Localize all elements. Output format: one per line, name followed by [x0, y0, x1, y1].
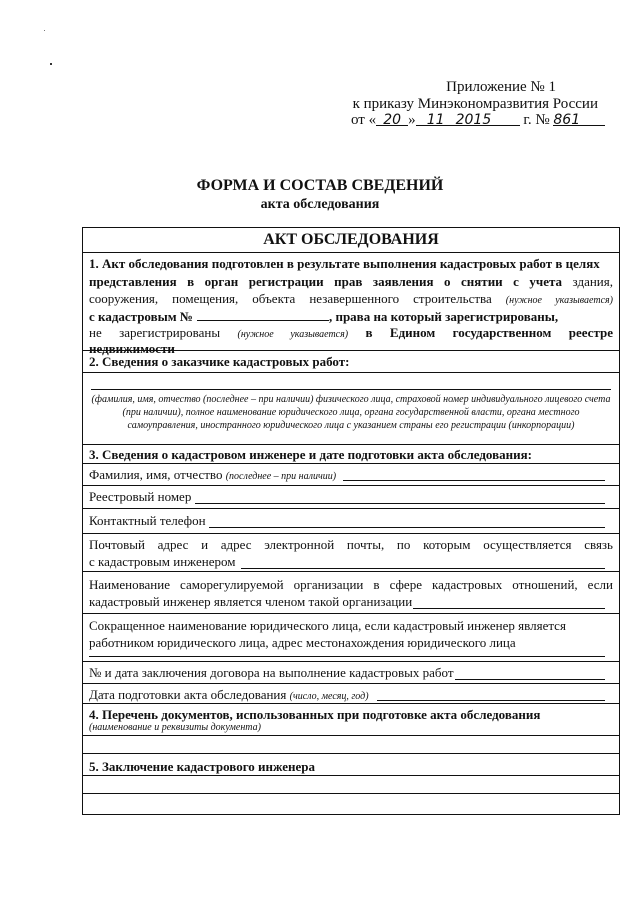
engineer-name-text: Фамилия, имя, отчество	[89, 467, 223, 482]
section-4-entry-1[interactable]	[83, 735, 619, 754]
section-1-line3-note: (нужное указывается)	[505, 295, 613, 306]
act-heading: АКТ ОБСЛЕДОВАНИЯ	[263, 231, 439, 248]
customer-blank[interactable]	[91, 389, 611, 390]
section-1-line5-bold: в Едином государственном реестре	[365, 325, 613, 340]
contract-row	[83, 661, 619, 684]
address-label-line2: с кадастровым инженером	[89, 554, 236, 569]
contract-blank[interactable]	[455, 679, 605, 680]
from-label: от «	[351, 112, 377, 128]
form-subtitle: акта обследования	[260, 197, 380, 212]
section-1-line4-rest: , права на который зарегистрированы,	[328, 309, 559, 324]
section-2-heading-row	[83, 350, 619, 373]
act-date-text: Дата подготовки акта обследования	[89, 687, 287, 702]
legal-entity-row	[83, 613, 619, 662]
engineer-name-label	[89, 467, 613, 485]
section-1-line2	[89, 274, 613, 290]
address-blank[interactable]	[241, 568, 605, 569]
section-4-heading: 4. Перечень документов, использованных при подготовке акта обследования	[89, 707, 541, 722]
address-label-line1: Почтовый адрес и адрес электронной почты, по которым осуществляется связь	[89, 537, 613, 552]
appendix-label: Приложение № 1	[446, 79, 556, 95]
section-5-heading-row	[83, 753, 619, 776]
phone-label: Контактный телефон	[89, 513, 206, 528]
registry-number-blank[interactable]	[195, 503, 605, 504]
section-1-line5-note: (нужное указывается)	[237, 329, 349, 340]
section-1-line1: 1. Акт обследования подготовлен в результате выполнения кадастровых работ в целях	[89, 256, 600, 271]
order-number: 861	[553, 110, 605, 126]
section-2-note: (фамилия, имя, отчество (последнее – при наличии) физического лица, страховой номер индивидуального лицевого счета (при наличии), полное наименование юридического лица, органа государственной власти, органа местного самоуправления, иностранного юридического лица с указанием страны его регистрации (инкорпорации)	[91, 394, 611, 431]
sro-row	[83, 571, 619, 614]
legal-entity-blank[interactable]	[89, 656, 605, 657]
order-day: 20	[376, 110, 408, 126]
section-5-heading: 5. Заключение кадастрового инженера	[89, 759, 316, 774]
section-4-heading-row	[83, 703, 619, 736]
section-1-line2-rest: здания,	[562, 274, 613, 289]
section-1-line3	[89, 291, 613, 309]
legal-entity-label-line2: работником юридического лица, адрес местонахождения юридического лица	[89, 635, 516, 650]
engineer-name-row	[83, 463, 619, 486]
section-1-line2-bold: представления в орган регистрации прав заявления о снятии с учета	[89, 274, 563, 289]
sro-label-line2: кадастровый инженер является членом такой организации	[89, 594, 413, 609]
section-2-heading: 2. Сведения о заказчике кадастровых работ:	[89, 354, 350, 369]
section-1-line5-text: не зарегистрированы	[89, 325, 221, 340]
section-1-line4	[89, 308, 613, 325]
close-quote: »	[408, 112, 416, 128]
act-date-blank[interactable]	[377, 700, 605, 701]
address-row	[83, 533, 619, 572]
section-3-heading-row	[83, 444, 619, 464]
scan-speck	[44, 30, 45, 31]
section-5-entry-2[interactable]	[83, 793, 619, 814]
section-2-body	[83, 372, 619, 445]
cadastral-number-label: с кадастровым №	[89, 309, 193, 324]
phone-row	[83, 508, 619, 534]
legal-entity-label-line1: Сокращенное наименование юридического лица, если кадастровый инженер является	[89, 618, 566, 633]
year-number-label: г. №	[523, 112, 550, 128]
order-reference: к приказу Минэкономразвития России	[352, 96, 598, 112]
engineer-name-note: (последнее – при наличии)	[225, 471, 337, 482]
order-month: 11	[416, 110, 456, 126]
registry-number-row	[83, 485, 619, 509]
act-date-row	[83, 683, 619, 704]
order-date-line	[351, 110, 605, 130]
act-date-note: (число, месяц, год)	[289, 691, 369, 702]
section-1-line6: недвижимости	[89, 341, 175, 356]
registry-number-label: Реестровый номер	[89, 489, 192, 504]
order-year: 2015	[456, 110, 520, 126]
cadastral-number-blank[interactable]	[197, 308, 329, 321]
section-5-entry-1[interactable]	[83, 775, 619, 794]
section-4-note: (наименование и реквизиты документа)	[89, 722, 261, 733]
scan-speck	[50, 63, 52, 65]
section-3-heading: 3. Сведения о кадастровом инженере и дате подготовки акта обследования:	[89, 447, 532, 462]
contract-label: № и дата заключения договора на выполнение кадастровых работ	[89, 665, 454, 680]
act-table	[82, 227, 620, 815]
engineer-name-blank[interactable]	[343, 480, 605, 481]
section-1-line3-text: сооружения, помещения, объекта незавершенного строительства	[89, 291, 492, 306]
sro-label-line1: Наименование саморегулируемой организации в сфере кадастровых отношений, если	[89, 577, 613, 592]
phone-blank[interactable]	[209, 527, 605, 528]
sro-blank[interactable]	[413, 608, 605, 609]
form-title: ФОРМА И СОСТАВ СВЕДЕНИЙ	[196, 177, 444, 194]
